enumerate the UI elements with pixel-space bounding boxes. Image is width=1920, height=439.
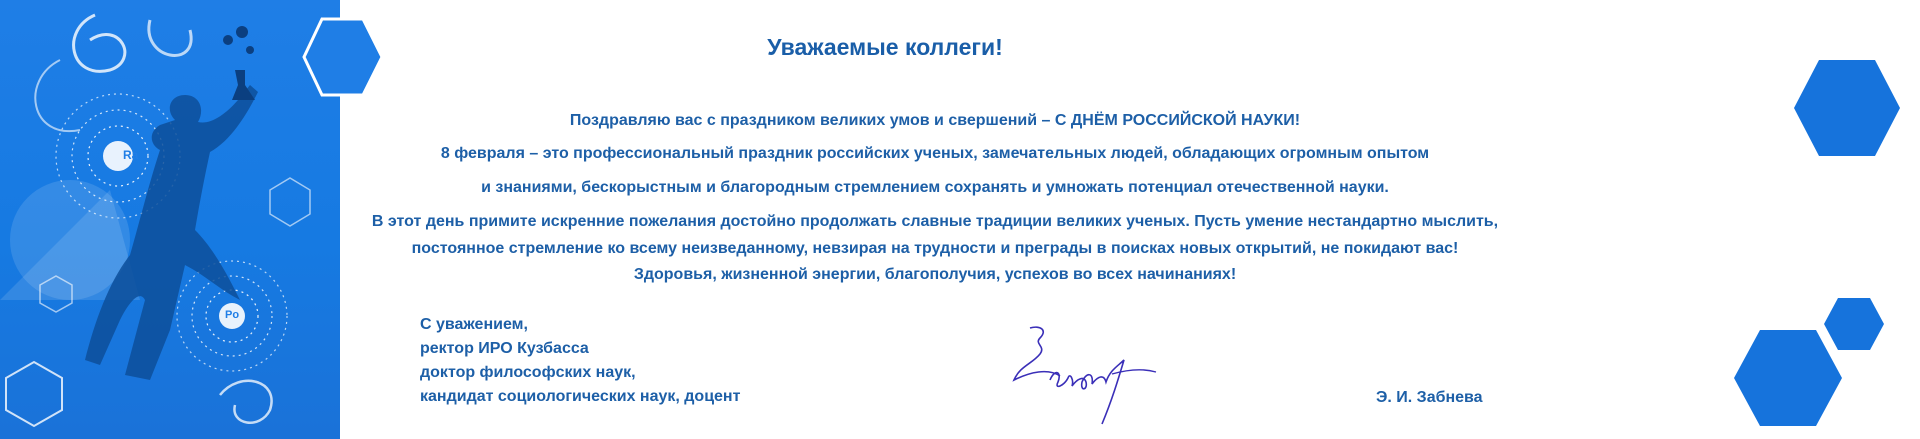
closing-line: кандидат социологических наук, доцент bbox=[420, 388, 741, 405]
atom-ra-label: Ra bbox=[123, 148, 139, 162]
hexagon-decoration bbox=[1732, 328, 1844, 428]
greeting-heading: Уважаемые коллеги! bbox=[767, 34, 1003, 60]
closing-line: С уважением, bbox=[420, 316, 528, 333]
closing-line: доктор философских наук, bbox=[420, 364, 636, 381]
body-line: постоянное стремление ко всему неизведанному, невзирая на трудности и преграды в поисках новых открытий, не покидают вас! bbox=[411, 240, 1459, 257]
atom-po-label: Po bbox=[225, 309, 240, 321]
closing-block bbox=[420, 313, 740, 409]
scientist-illustration bbox=[0, 0, 340, 439]
signer-name: Э. И. Забнева bbox=[1376, 389, 1483, 406]
body-line: В этот день примите искренние пожелания достойно продолжать славные традиции великих ученых. Пусть умение нестандартно мыслить, bbox=[371, 213, 1499, 230]
body-line: Поздравляю вас с праздником великих умов и свершений – С ДНЁМ РОССИЙСКОЙ НАУКИ! bbox=[569, 112, 1301, 129]
signature-image bbox=[1000, 320, 1170, 430]
body-line: 8 февраля – это профессиональный праздник российских ученых, замечательных людей, обладающих огромным опытом bbox=[440, 145, 1430, 162]
body-line: и знаниями, бескорыстным и благородным стремлением сохранять и умножать потенциал отечественной науки. bbox=[481, 179, 1389, 196]
scientist-illustration-panel bbox=[0, 0, 340, 439]
closing-line: ректор ИРО Кузбасса bbox=[420, 340, 589, 357]
body-line: Здоровья, жизненной энергии, благополучия, успехов во всех начинаниях! bbox=[633, 266, 1237, 283]
hexagon-decoration bbox=[1792, 58, 1902, 158]
